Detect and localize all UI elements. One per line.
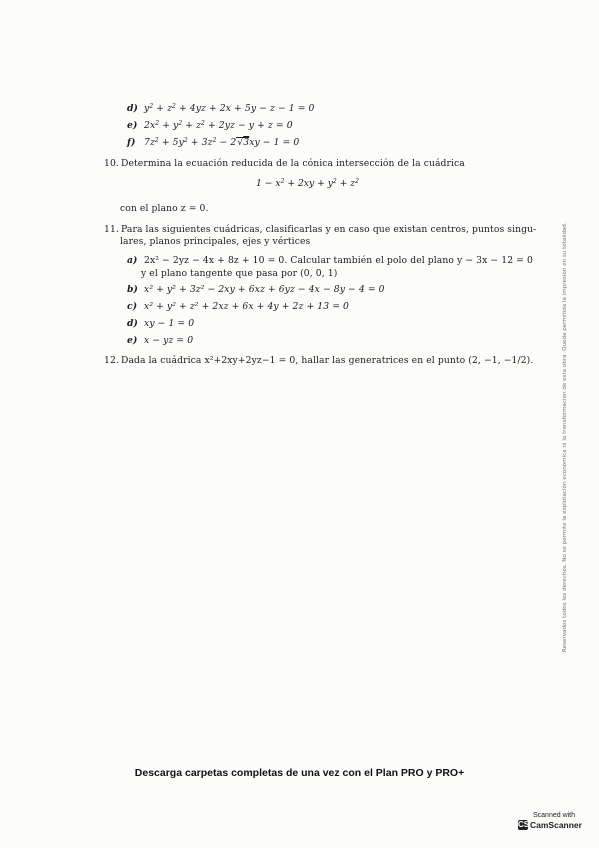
ex11-item-a-cont: y el plano tangente que pasa por (0, 0, 1) <box>141 268 338 279</box>
ex11-item-b: b) x² + y² + 3z² − 2xy + 6xz + 6yz − 4x − 8y − 4 = 0 <box>127 284 385 295</box>
ex11-item-c: c) x² + y² + z² + 2xz + 6x + 4y + 2z + 13 = 0 <box>127 301 349 312</box>
scanner-line2: CamScanner <box>530 820 582 830</box>
exercise-number: 12. <box>104 355 119 366</box>
ex9-item-e: e) $2x^2 + y^2 + z^2 + 2yz - y + z = 0$ <box>127 120 293 131</box>
ex10-equation: $1 - x^2 + 2xy + y^2 + z^2$ <box>256 178 359 189</box>
exercise-number: 10. <box>104 158 119 169</box>
ex11-item-d: d) xy − 1 = 0 <box>127 318 195 329</box>
item-label: d) <box>127 103 138 114</box>
ex11-statement-line2: lares, planos principales, ejes y vértices <box>120 236 311 247</box>
exercise-text: Determina la ecuación reducida de la cónica intersección de la cuádrica <box>121 158 465 169</box>
footer-promo-link[interactable]: Descarga carpetas completas de una vez con el Plan PRO y PRO+ <box>134 767 465 779</box>
exercise-number: 11. <box>104 224 119 235</box>
camscanner-badge <box>518 812 590 838</box>
ex11-statement-line1: 11. Para las siguientes cuádricas, clasificarlas y en caso que existan centros, puntos singu- <box>104 224 537 235</box>
item-label: e) <box>127 120 138 131</box>
ex11-item-a: a) 2x² − 2yz − 4x + 8z + 10 = 0. Calcular también el polo del plano y − 3x − 12 = 0 <box>127 255 533 266</box>
watermark-logo <box>462 740 542 754</box>
ex10-after: con el plano z = 0. <box>120 203 209 214</box>
item-label: f) <box>127 137 136 148</box>
ex12-statement: 12. Dada la cuádrica x²+2xy+2yz−1 = 0, hallar las generatrices en el punto (2, −1, −1/2). <box>104 355 534 366</box>
ex9-item-f: f) $7z^2 + 5y^2 + 3z^2 - 2√3xy - 1 = 0$ <box>127 137 300 148</box>
ex11-item-e: e) x − yz = 0 <box>127 335 194 346</box>
ex9-item-d: d) $y^2 + z^2 + 4yz + 2x + 5y - z - 1 = 0$ <box>127 103 315 114</box>
ex10-statement <box>104 158 465 169</box>
side-rights-note: Reservados todos los derechos. No se permite la explotación económica ni la transformación de esta obra. Queda permitida la impresión en su totalidad. <box>562 222 568 652</box>
scanner-line1: Scanned with <box>532 812 576 819</box>
camscanner-logo-icon: CS <box>518 820 530 829</box>
